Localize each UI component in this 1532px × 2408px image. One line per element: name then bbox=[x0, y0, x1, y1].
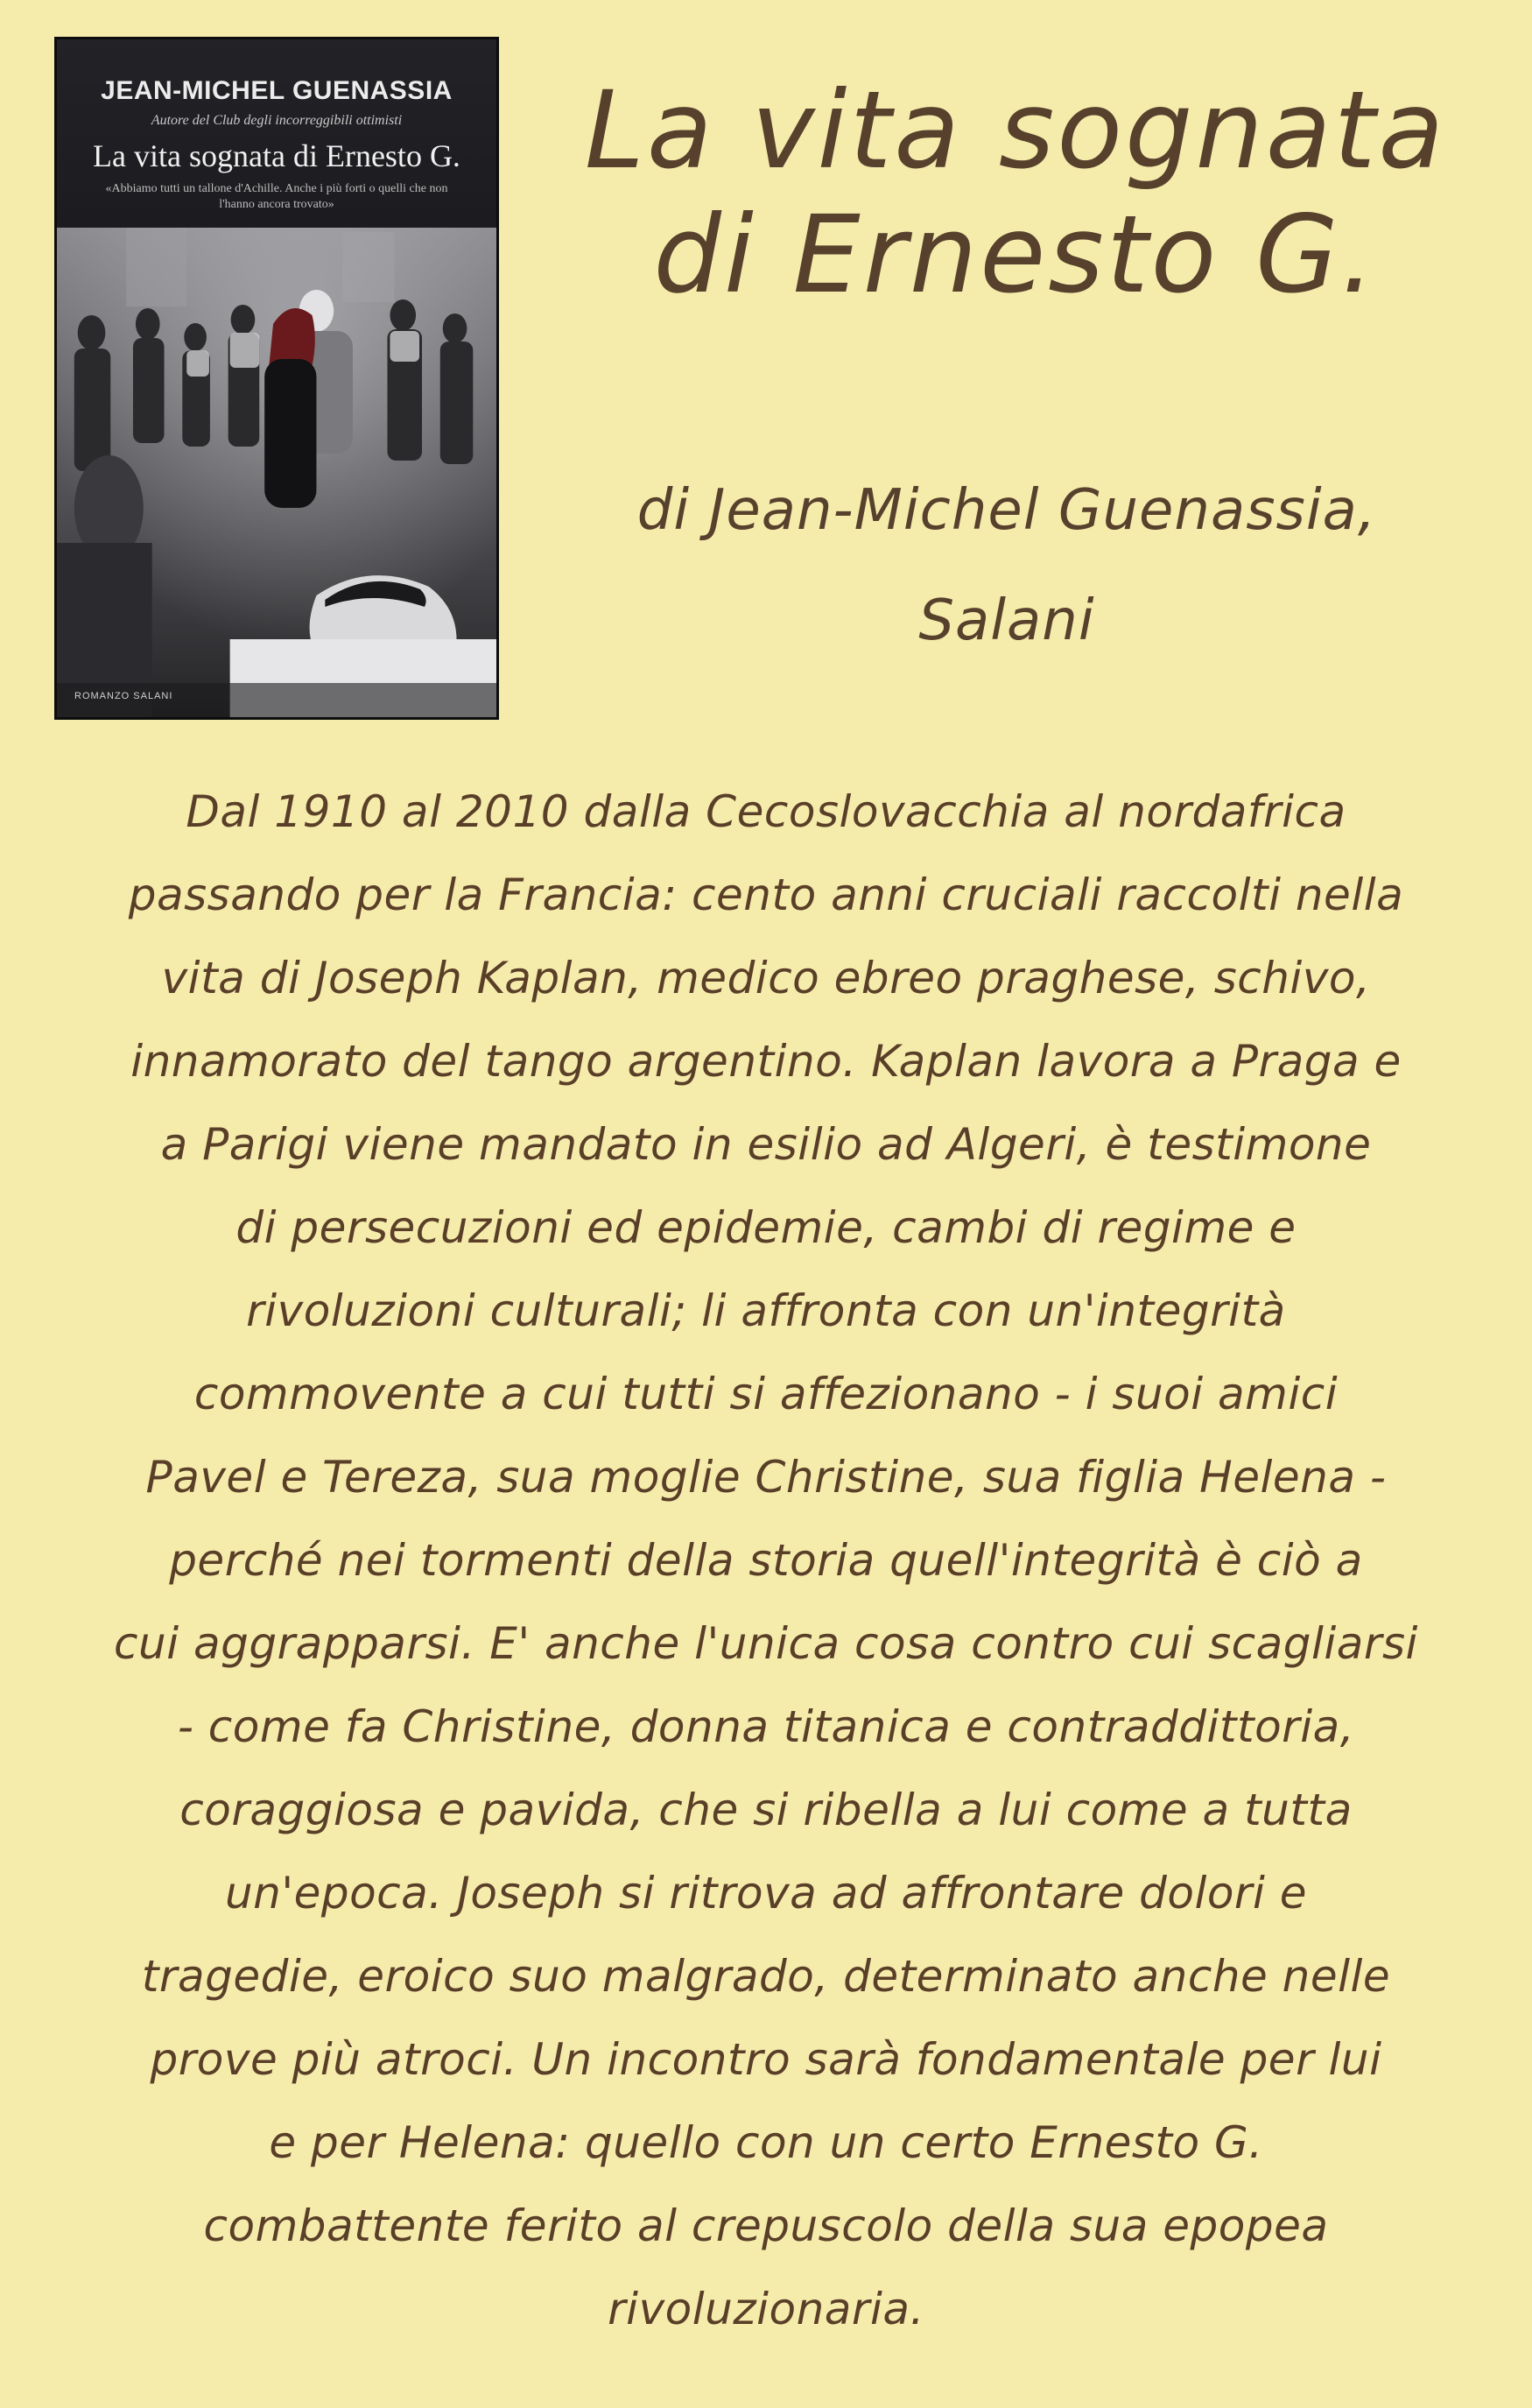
description-line: Pavel e Tereza, sua moglie Christine, sua figlia Helena - bbox=[145, 1452, 1387, 1503]
description-line: Dal 1910 al 2010 dalla Cecoslovacchia al nordafrica bbox=[186, 786, 1346, 837]
description-line: - come fa Christine, donna titanica e contraddittoria, bbox=[177, 1701, 1355, 1752]
cover-photo bbox=[57, 228, 496, 720]
description-line: commovente a cui tutti si affezionano - i suoi amici bbox=[193, 1369, 1339, 1419]
description-line: prove più atroci. Un incontro sarà fondamentale per lui bbox=[150, 2034, 1382, 2085]
cover-header bbox=[57, 39, 496, 228]
description-line: tragedie, eroico suo malgrado, determinato anche nelle bbox=[141, 1951, 1391, 2002]
description-line: innamorato del tango argentino. Kaplan lavora a Praga e bbox=[130, 1036, 1402, 1087]
description-line: a Parigi viene mandato in esilio ad Algeri, è testimone bbox=[160, 1119, 1372, 1170]
description-line: rivoluzioni culturali; li affronta con un'integrità bbox=[246, 1285, 1286, 1336]
cover-publisher: ROMANZO SALANI bbox=[74, 691, 173, 701]
description-line: perché nei tormenti della storia quell'integrità è ciò a bbox=[169, 1535, 1363, 1586]
cover-author: JEAN-MICHEL GUENASSIA bbox=[101, 76, 453, 105]
description-line: coraggiosa e pavida, che si ribella a lui come a tutta bbox=[179, 1785, 1353, 1835]
book-title bbox=[525, 68, 1506, 317]
description-line: combattente ferito al crepuscolo della sua epopea bbox=[203, 2200, 1329, 2251]
author-publisher-byline bbox=[525, 455, 1488, 676]
book-cover-image bbox=[54, 37, 499, 720]
byline-line: di Jean-Michel Guenassia, bbox=[636, 478, 1377, 543]
book-description bbox=[53, 771, 1479, 2351]
description-line: di persecuzioni ed epidemie, cambi di regime e bbox=[235, 1202, 1297, 1253]
description-line: cui aggrapparsi. E' anche l'unica cosa contro cui scagliarsi bbox=[114, 1618, 1418, 1669]
description-line: rivoluzionaria. bbox=[608, 2284, 924, 2334]
title-line: di Ernesto G. bbox=[653, 193, 1378, 317]
byline-line: Salani bbox=[918, 588, 1095, 653]
cover-subtitle: Autore del Club degli incorreggibili ottimisti bbox=[151, 113, 403, 128]
title-line: La vita sognata bbox=[584, 68, 1447, 193]
description-line: passando per la Francia: cento anni cruciali raccolti nella bbox=[128, 870, 1404, 920]
description-line: e per Helena: quello con un certo Ernesto G. bbox=[269, 2117, 1263, 2168]
description-line: un'epoca. Joseph si ritrova ad affrontare dolori e bbox=[224, 1868, 1308, 1919]
description-line: vita di Joseph Kaplan, medico ebreo praghese, schivo, bbox=[161, 953, 1371, 1003]
cover-title: La vita sognata di Ernesto G. bbox=[93, 138, 460, 173]
cover-quote: «Abbiamo tutti un tallone d'Achille. Anche i più forti o quelli che non l'hanno ancora trovato» bbox=[105, 182, 448, 211]
